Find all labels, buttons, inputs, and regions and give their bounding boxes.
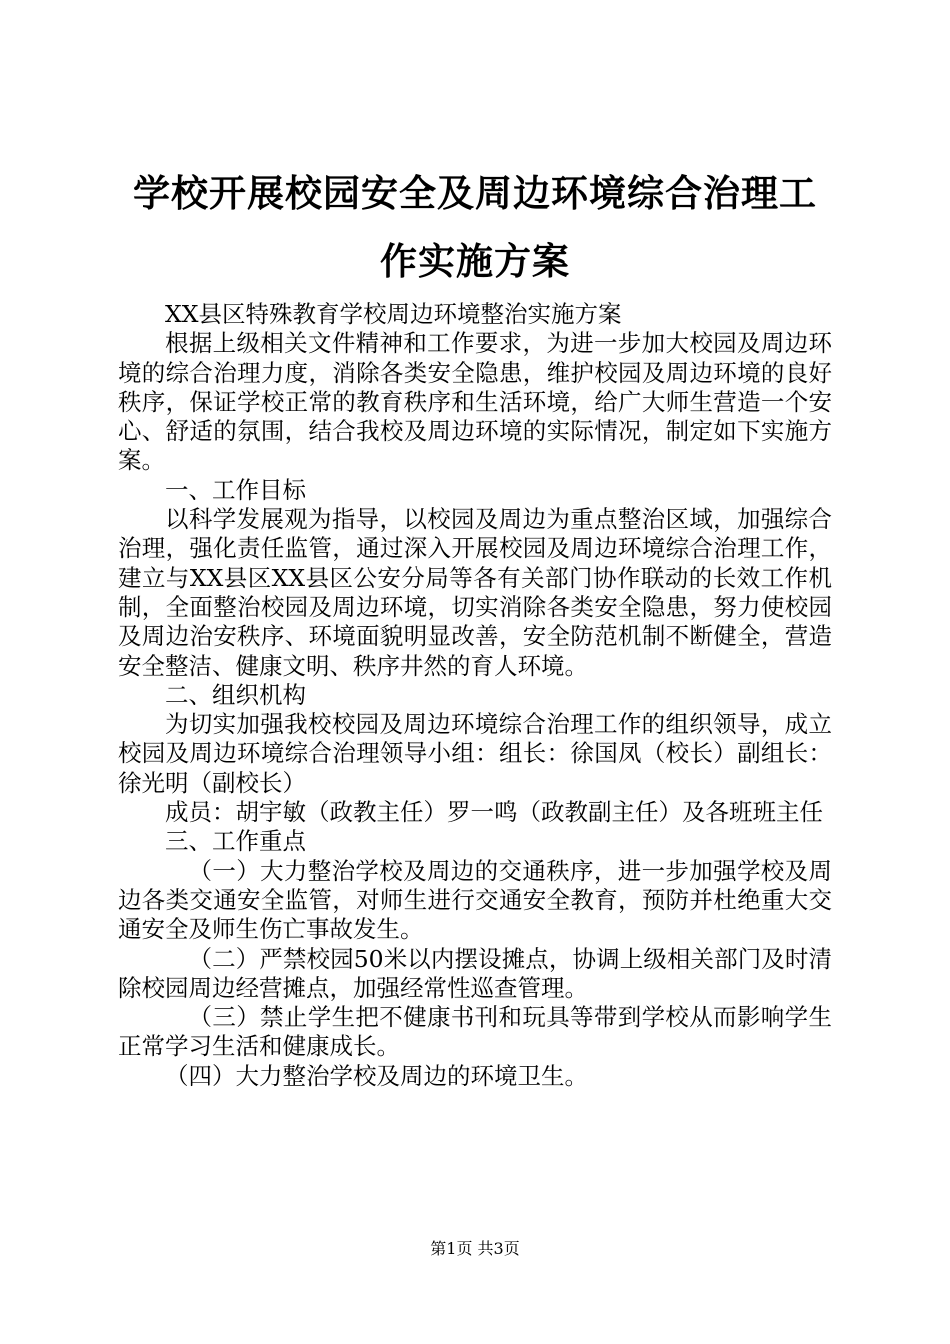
key-work-item-4: （四）大力整治学校及周边的环境卫生。 — [165, 1061, 588, 1090]
key-work-item-3: （三）禁止学生把不健康书刊和玩具等带到学校从而影响学生正常学习生活和健康成长。 — [118, 1003, 832, 1061]
document-title: 学校开展校园安全及周边环境综合治理工作实施方案 — [133, 172, 817, 283]
members-paragraph: 成员：胡宇敏（政教主任）罗一鸣（政教副主任）及各班班主任 — [165, 798, 823, 827]
document-body — [118, 300, 832, 1091]
section-heading-goals: 一、工作目标 — [165, 475, 306, 504]
key-work-item-2: （二）严禁校园50米以内摆设摊点，协调上级相关部门及时清除校园周边经营摊点，加强经常性巡查管理。 — [118, 944, 832, 1002]
goals-paragraph: 以科学发展观为指导，以校园及周边为重点整治区域，加强综合治理，强化责任监管，通过深入开展校园及周边环境综合治理工作，建立与XX县区XX县区公安分局等各有关部门协作联动的长效工作机制，全面整治校园及周边环境，切实消除各类安全隐患，努力使校园及周边治安秩序、环境面貌明显改善，安全防范机制不断健全，营造安全整洁、健康文明、秩序井然的育人环境。 — [118, 505, 832, 680]
organization-paragraph: 为切实加强我校校园及周边环境综合治理工作的组织领导，成立校园及周边环境综合治理领导小组：组长：徐国凤（校长）副组长：徐光明（副校长） — [118, 710, 832, 797]
section-heading-key-work: 三、工作重点 — [165, 827, 306, 856]
subtitle-paragraph: XX县区特殊教育学校周边环境整治实施方案 — [165, 300, 622, 328]
key-work-item-1: （一）大力整治学校及周边的交通秩序，进一步加强学校及周边各类交通安全监管，对师生进行交通安全教育，预防并杜绝重大交通安全及师生伤亡事故发生。 — [118, 856, 832, 944]
page-number-footer: 第1页 共3页 — [430, 1239, 520, 1258]
section-heading-organization: 二、组织机构 — [165, 680, 306, 709]
intro-paragraph: 根据上级相关文件精神和工作要求，为进一步加大校园及周边环境的综合治理力度，消除各类安全隐患，维护校园及周边环境的良好秩序，保证学校正常的教育秩序和生活环境，给广大师生营造一个安心、舒适的氛围，结合我校及周边环境的实际情况，制定如下实施方案。 — [118, 329, 832, 475]
